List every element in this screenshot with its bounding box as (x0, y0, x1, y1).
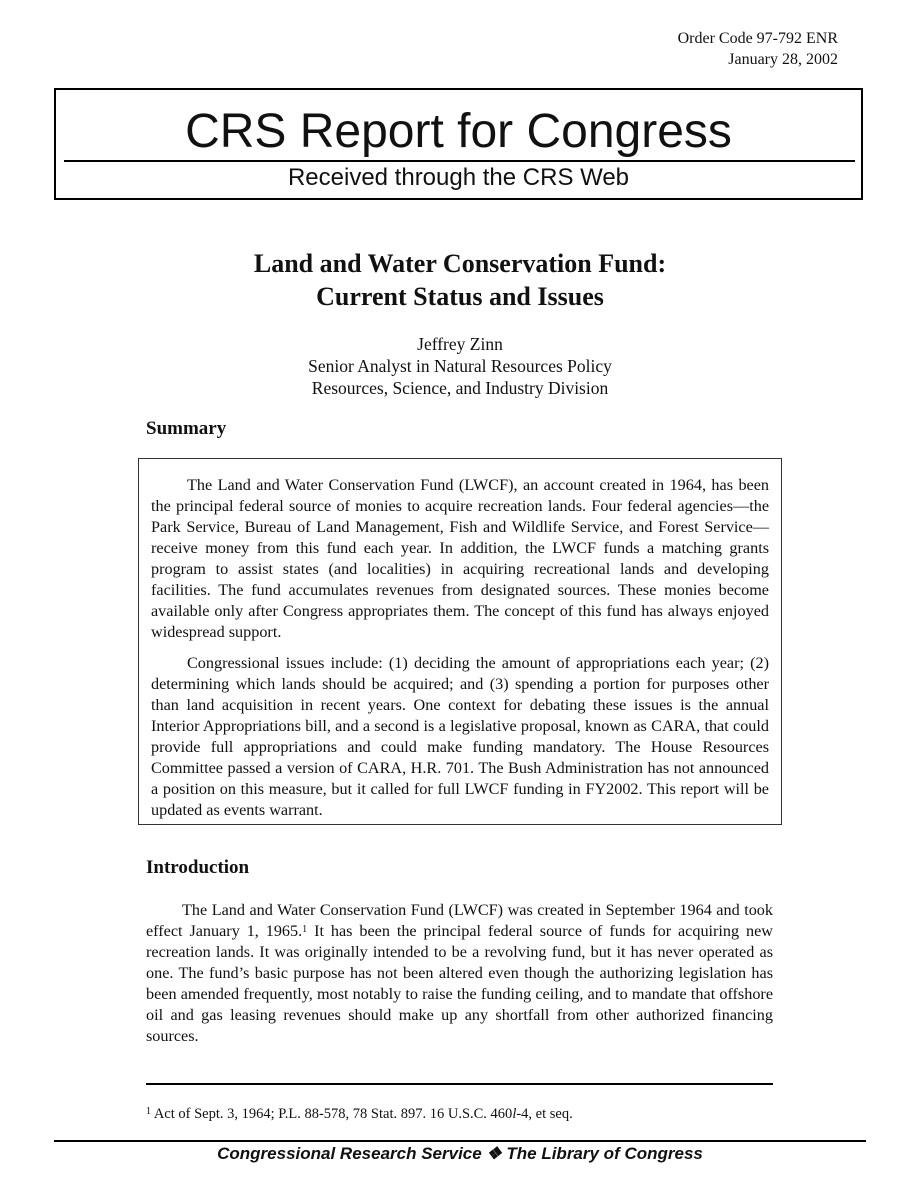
author-block (0, 333, 920, 399)
intro-text-2: It has been the principal federal source of funds for acquiring new recreation lands. It was originally intended to be a revolving fund, but it has never operated as one. The fund’s basic purpose has not been altered even though the authorizing legislation has been amended frequently, most notably to raise the funding ceiling, and to mandate that offshore oil and gas leasing revenues should make up any shortfall from other authorized financing sources. (146, 922, 773, 1045)
banner-title: CRS Report for Congress (185, 105, 732, 158)
footnote-reference[interactable]: 1 (302, 924, 308, 935)
intro-text-1: The Land and Water Conservation Fund (LWCF) was created in September 1964 and took effect January 1, 1965. (146, 901, 773, 940)
order-info (678, 28, 838, 70)
banner-subtitle: Received through the CRS Web (287, 164, 630, 191)
order-code: Order Code 97-792 ENR (677, 30, 838, 47)
author-division: Resources, Science, and Industry Division (311, 378, 609, 398)
report-date: January 28, 2002 (728, 51, 838, 68)
crs-banner (54, 88, 863, 200)
footnote-italic: l (512, 1106, 517, 1122)
footnote-text-2: -4, et seq. (516, 1106, 573, 1122)
summary-box (138, 458, 782, 825)
author-title: Senior Analyst in Natural Resources Policy (308, 356, 612, 376)
report-title-line2: Current Status and Issues (316, 282, 604, 311)
footnote-marker: 1 (146, 1106, 151, 1117)
report-title-line1: Land and Water Conservation Fund: (253, 249, 667, 278)
footer-rule (54, 1140, 866, 1142)
footnote (146, 1104, 773, 1124)
footnote-divider (146, 1083, 773, 1085)
report-title (0, 247, 920, 313)
summary-paragraph-1: The Land and Water Conservation Fund (LWCF), an account created in 1964, has been the principal federal source of monies to acquire recreation lands. Four federal agencies—the Park Service, Bureau of Land Management, Fish and Wildlife Service, and Forest Service—receive money from this fund each year. In addition, the LWCF funds a matching grants program to assist states (and localities) in acquiring recreational lands and developing facilities. The fund accumulates revenues from designated sources. These monies become available only after Congress appropriates them. The concept of this fund has always enjoyed widespread support. (151, 476, 769, 641)
introduction-paragraph (146, 900, 773, 1047)
introduction-heading: Introduction (146, 857, 250, 878)
summary-paragraph-2: Congressional issues include: (1) deciding the amount of appropriations each year; (2) determining which lands should be acquired; and (3) spending a portion for purposes other than land acquisition in recent years. One context for debating these issues is the annual Interior Appropriations bill, and a second is a legislative proposal, known as CARA, that could provide full appropriations and could make funding mandatory. The House Resources Committee passed a version of CARA, H.R. 701. The Bush Administration has not announced a position on this measure, but it called for full LWCF funding in FY2002. This report will be updated as events warrant. (151, 654, 769, 819)
footer-text: Congressional Research Service ❖ The Library of Congress (217, 1144, 703, 1163)
summary-heading: Summary (146, 418, 227, 439)
footnote-text-1: Act of Sept. 3, 1964; P.L. 88-578, 78 Stat. 897. 16 U.S.C. 460 (153, 1106, 513, 1122)
author-name: Jeffrey Zinn (417, 334, 503, 354)
